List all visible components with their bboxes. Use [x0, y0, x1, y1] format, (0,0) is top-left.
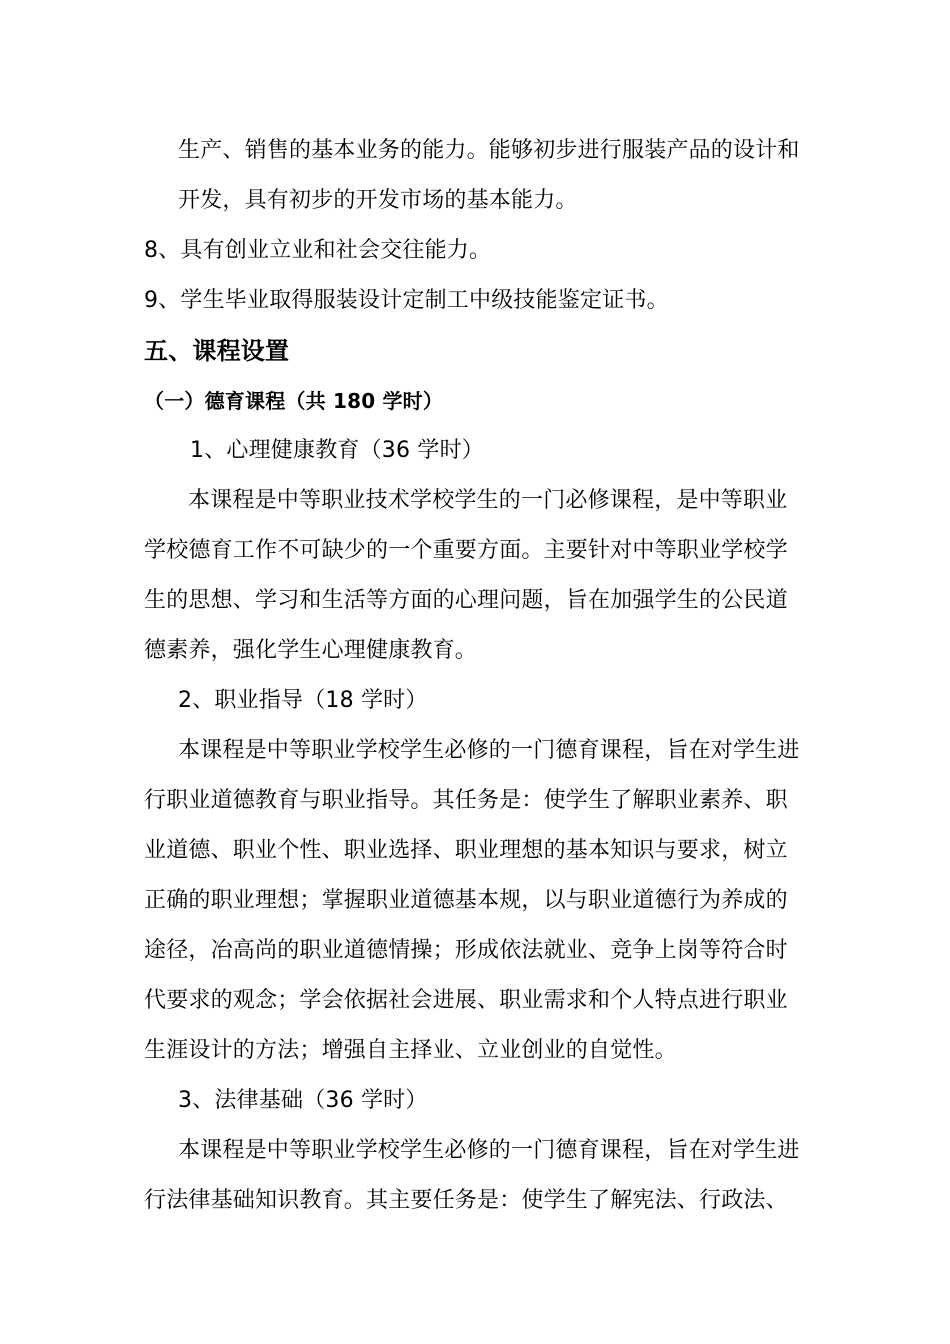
paragraph-line: 代要求的观念；学会依据社会进展、职业需求和个人特点进行职业: [144, 988, 788, 1013]
paragraph-line: 正确的职业理想；掌握职业道德基本规，以与职业道德行为养成的: [144, 888, 788, 913]
paragraph-line: 行职业道德教育与职业指导。其任务是：使学生了解职业素养、职: [144, 788, 788, 813]
paragraph-line: 学校德育工作不可缺少的一个重要方面。主要针对中等职业学校学: [144, 538, 788, 563]
paragraph-line: 行法律基础知识教育。其主要任务是：使学生了解宪法、行政法、: [144, 1188, 788, 1213]
paragraph-line: 业道德、职业个性、职业选择、职业理想的基本知识与要求，树立: [144, 838, 788, 863]
section-heading: 五、课程设置: [144, 337, 290, 365]
text-line: 开发，具有初步的开发市场的基本能力。: [178, 188, 578, 213]
text-line: 生产、销售的基本业务的能力。能够初步进行服装产品的设计和: [178, 138, 800, 163]
paragraph-line: 途径，冶高尚的职业道德情操；形成依法就业、竞争上岗等符合时: [144, 938, 788, 963]
course-title: 1、心理健康教育（36 学时）: [190, 438, 484, 463]
subsection-heading: （一）德育课程（共 180 学时）: [144, 389, 444, 413]
paragraph-line: 本课程是中等职业技术学校学生的一门必修课程，是中等职业: [188, 488, 788, 513]
course-title: 2、职业指导（18 学时）: [178, 688, 428, 713]
paragraph-line: 本课程是中等职业学校学生必修的一门德育课程，旨在对学生进: [178, 1138, 800, 1163]
list-item: 8、具有创业立业和社会交往能力。: [144, 238, 492, 263]
list-item: 9、学生毕业取得服装设计定制工中级技能鉴定证书。: [144, 288, 669, 313]
paragraph-line: 德素养，强化学生心理健康教育。: [144, 638, 478, 663]
paragraph-line: 本课程是中等职业学校学生必修的一门德育课程，旨在对学生进: [178, 738, 800, 763]
course-title: 3、法律基础（36 学时）: [178, 1088, 428, 1113]
paragraph-line: 生的思想、学习和生活等方面的心理问题，旨在加强学生的公民道: [144, 588, 788, 613]
paragraph-line: 生涯设计的方法；增强自主择业、立业创业的自觉性。: [144, 1038, 677, 1063]
